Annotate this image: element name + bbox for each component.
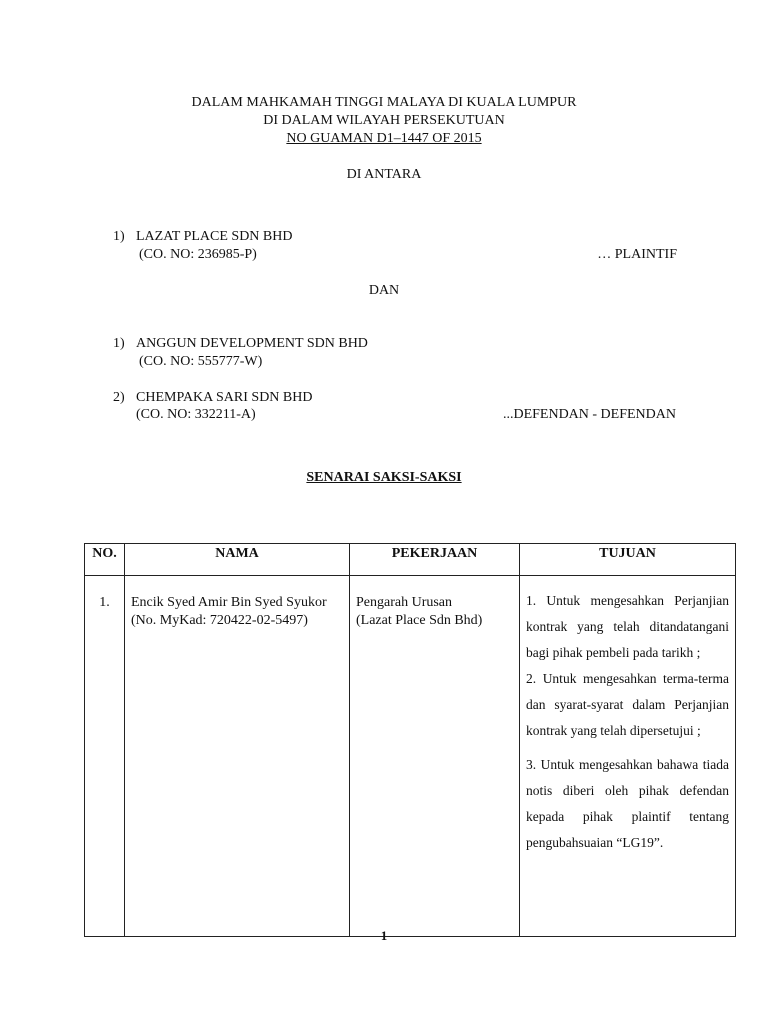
occupation-title: Pengarah Urusan [356, 595, 453, 610]
page-number: 1 [380, 928, 388, 943]
witness-id: (No. MyKad: 720422-02-5497) [131, 613, 308, 628]
and-label: DAN [368, 283, 400, 298]
purpose-item-1: 1. Untuk mengesahkan Perjanjian kontrak yang telah ditandatangani bagi pihak pembeli pada tarikh ; [526, 593, 729, 660]
territory-title: DI DALAM WILAYAH PERSEKUTUAN [263, 113, 505, 128]
purpose-item-3: 3. Untuk mengesahkan bahawa tiada notis diberi oleh pihak defendan kepada pihak plaintif tentang pengubahsuaian “LG19”. [526, 757, 729, 850]
occupation-company: (Lazat Place Sdn Bhd) [356, 613, 483, 628]
occupation-cell [350, 576, 520, 937]
col-header-occupation: PEKERJAAN [350, 544, 520, 576]
defendant-1-number: 1) [113, 336, 125, 351]
plaintiff-role: … PLAINTIF [597, 247, 677, 262]
plaintiff-1-number: 1) [113, 229, 125, 244]
table-row [85, 576, 736, 937]
col-header-purpose: TUJUAN [520, 544, 736, 576]
table-header-row [85, 544, 736, 576]
purpose-cell [520, 576, 736, 937]
between-label: DI ANTARA [346, 167, 422, 182]
witness-name-cell [125, 576, 350, 937]
purpose-item-2: 2. Untuk mengesahkan terma-terma dan syarat-syarat dalam Perjanjian kontrak yang telah dipersetujui ; [526, 671, 729, 738]
row-number: 1. [85, 576, 125, 937]
case-number [0, 130, 768, 148]
col-header-no: NO. [85, 544, 125, 576]
plaintiff-1-name: LAZAT PLACE SDN BHD [136, 229, 293, 244]
defendant-1-co-no: (CO. NO: 555777-W) [139, 354, 263, 369]
plaintiff-1-co-no: (CO. NO: 236985-P) [139, 247, 257, 262]
defendant-role: ...DEFENDAN - DEFENDAN [502, 407, 676, 422]
court-title: DALAM MAHKAMAH TINGGI MALAYA DI KUALA LUMPUR [191, 95, 577, 110]
col-header-name: NAMA [125, 544, 350, 576]
witness-list-title [0, 469, 768, 487]
witness-list-title-text: SENARAI SAKSI-SAKSI [306, 470, 462, 485]
defendant-2-co-no: (CO. NO: 332211-A) [136, 407, 256, 422]
witness-table [84, 543, 736, 937]
defendant-1-name: ANGGUN DEVELOPMENT SDN BHD [136, 336, 368, 351]
case-number-text: NO GUAMAN D1–1447 OF 2015 [286, 131, 482, 146]
defendant-2-number: 2) [113, 390, 125, 405]
defendant-2-name: CHEMPAKA SARI SDN BHD [136, 390, 313, 405]
witness-name: Encik Syed Amir Bin Syed Syukor [131, 595, 327, 610]
